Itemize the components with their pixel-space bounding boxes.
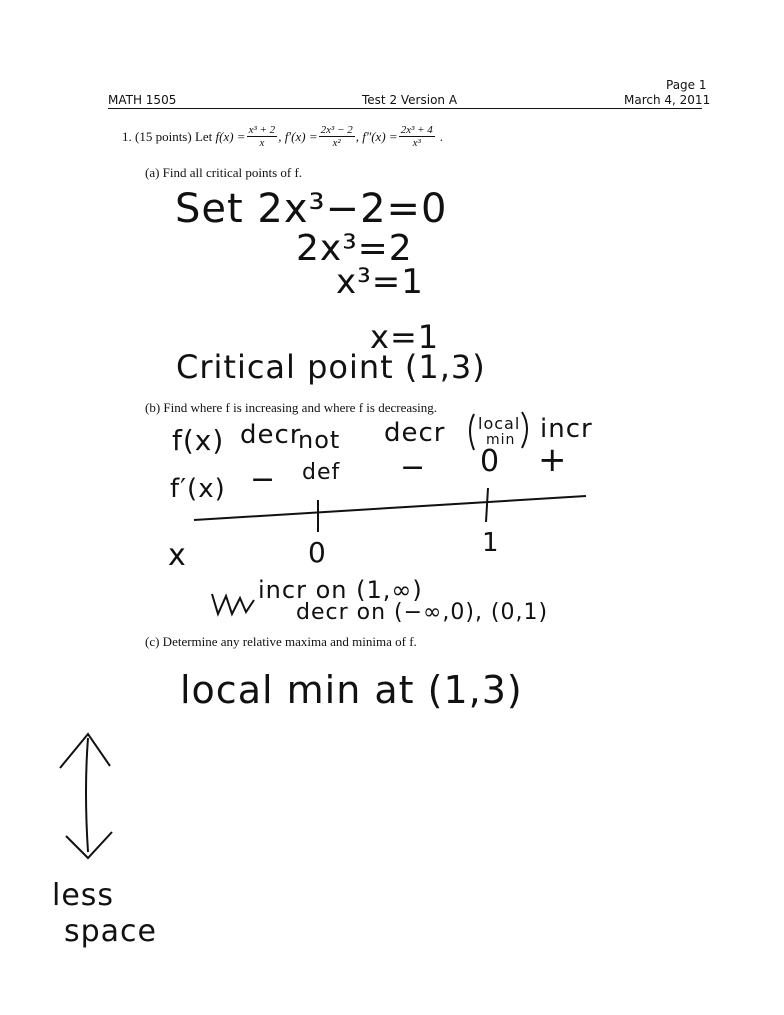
hw-b-zero-sign: 0 xyxy=(480,444,501,479)
fdoubleprime-denominator: x³ xyxy=(412,137,421,149)
scribble-mark xyxy=(212,594,254,614)
f-denominator: x xyxy=(259,137,265,149)
hw-b-decr2: decr xyxy=(384,418,446,448)
course-label: MATH 1505 xyxy=(108,93,177,107)
hw-a-line1: Set 2x³−2=0 xyxy=(175,186,448,232)
fprime-lhs: , f′(x) = xyxy=(278,128,318,144)
hw-c-answer: local min at (1,3) xyxy=(180,668,523,712)
part-c-prompt: (c) Determine any relative maxima and minima of f. xyxy=(145,634,417,649)
fprime-denominator: x² xyxy=(332,137,341,149)
hw-b-not: not xyxy=(298,426,341,454)
fdoubleprime-lhs: , f″(x) = xyxy=(355,128,398,144)
test-date: March 4, 2011 xyxy=(624,93,711,107)
hw-b-tick0: 0 xyxy=(308,536,327,569)
local-min-right-paren xyxy=(522,412,527,448)
hw-b-def: def xyxy=(302,460,341,485)
problem-intro: 1. (15 points) Let xyxy=(122,128,213,144)
hw-b-plus: + xyxy=(538,440,568,480)
part-b-prompt: (b) Find where f is increasing and where f is decreasing. xyxy=(145,400,438,415)
page-number: Page 1 xyxy=(666,78,707,92)
hw-b-minus1: − xyxy=(250,462,277,497)
hw-b-incr-on: incr on (1,∞) xyxy=(258,576,423,604)
hw-a-line2: 2x³=2 xyxy=(296,228,413,269)
hw-margin-note-2: space xyxy=(64,914,158,949)
hw-b-x: x xyxy=(168,538,187,573)
hw-b-incr: incr xyxy=(540,414,593,444)
f-lhs: f(x) = xyxy=(215,128,246,144)
test-title: Test 2 Version A xyxy=(362,93,458,107)
double-arrow-shaft xyxy=(86,738,88,852)
hw-a-line3: x³=1 xyxy=(336,262,424,302)
hw-b-decr1: decr xyxy=(240,420,302,450)
sign-chart-tick-1 xyxy=(486,488,488,522)
hw-b-fprime: f′(x) xyxy=(170,474,226,504)
double-arrow-top-head xyxy=(60,734,110,768)
local-min-left-paren xyxy=(470,414,474,450)
hw-b-decr-on: decr on (−∞,0), (0,1) xyxy=(296,600,549,625)
problem-end: . xyxy=(439,128,444,144)
hw-b-local: local xyxy=(478,414,521,433)
hw-margin-note-1: less xyxy=(52,878,115,913)
hw-b-min: min xyxy=(486,432,516,448)
sign-chart-axis xyxy=(194,496,586,520)
hw-a-line5: Critical point (1,3) xyxy=(176,348,486,386)
hw-b-tick1: 1 xyxy=(482,528,500,558)
f-numerator: x³ + 2 xyxy=(248,124,276,136)
double-arrow-bottom-head xyxy=(66,832,112,858)
hw-b-minus2: − xyxy=(400,450,427,485)
hw-a-line4: x=1 xyxy=(370,318,440,356)
fprime-numerator: 2x³ − 2 xyxy=(320,124,353,136)
fdoubleprime-numerator: 2x³ + 4 xyxy=(400,124,433,136)
hw-b-fx: f(x) xyxy=(172,424,225,457)
part-a-prompt: (a) Find all critical points of f. xyxy=(145,165,303,180)
